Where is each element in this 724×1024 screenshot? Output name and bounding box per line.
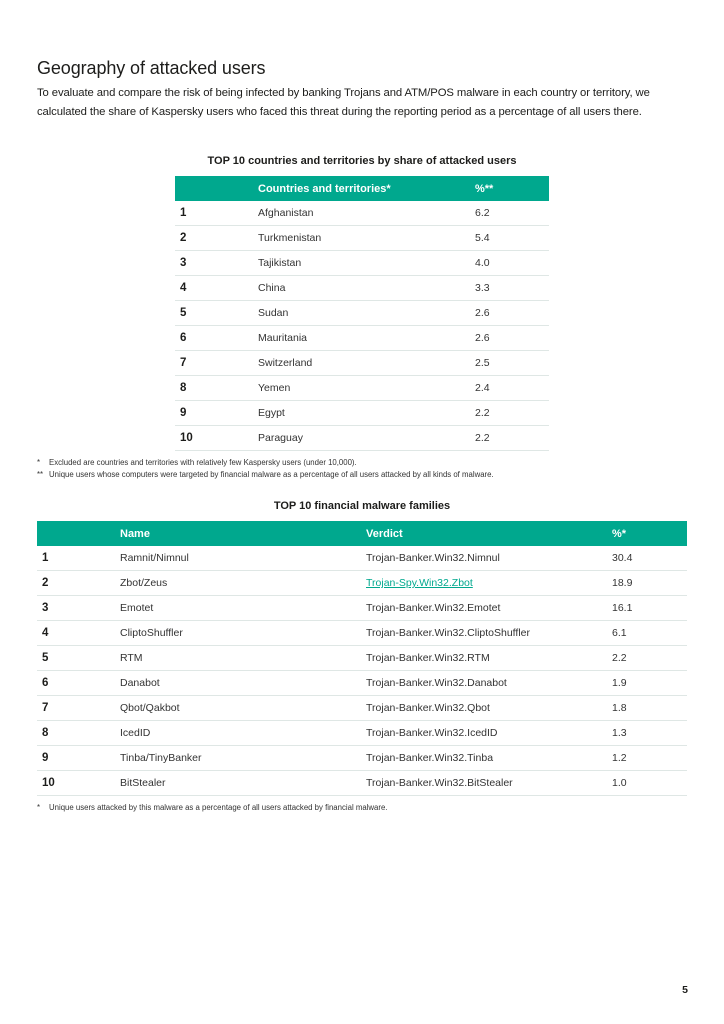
name-cell: RTM	[120, 646, 366, 671]
page-title: Geography of attacked users	[37, 58, 266, 79]
malware-footnote	[37, 802, 387, 814]
percent-cell: 2.4	[475, 376, 549, 401]
rank-cell: 1	[37, 546, 120, 571]
name-cell: IcedID	[120, 721, 366, 746]
percent-cell: 16.1	[612, 596, 687, 621]
table-row	[175, 201, 549, 226]
percent-cell: 4.0	[475, 251, 549, 276]
table-row	[175, 326, 549, 351]
country-cell: Tajikistan	[258, 251, 475, 276]
rank-cell: 10	[37, 771, 120, 796]
country-cell: Sudan	[258, 301, 475, 326]
percent-cell: 6.2	[475, 201, 549, 226]
table-row	[175, 426, 549, 451]
intro-paragraph: To evaluate and compare the risk of being infected by banking Trojans and ATM/POS malware in each country or territory, we calculated the share of Kaspersky users who faced this threat during the reporting period as a percentage of all users there.	[37, 87, 650, 118]
percent-cell: 2.6	[475, 326, 549, 351]
country-header: Countries and territories*	[258, 176, 475, 201]
table-row	[175, 401, 549, 426]
country-cell: Switzerland	[258, 351, 475, 376]
countries-footnote-1	[37, 457, 357, 469]
table-row	[37, 596, 687, 621]
malware-table-header-row	[37, 521, 687, 546]
percent-cell: 1.2	[612, 746, 687, 771]
table-row	[37, 646, 687, 671]
name-cell: Emotet	[120, 596, 366, 621]
footnote-mark: *	[37, 803, 41, 812]
percent-header: %**	[475, 176, 549, 201]
verdict-cell: Trojan-Banker.Win32.IcedID	[366, 721, 612, 746]
table-row	[37, 546, 687, 571]
percent-cell: 1.3	[612, 721, 687, 746]
percent-cell: 1.9	[612, 671, 687, 696]
verdict-cell: Trojan-Banker.Win32.RTM	[366, 646, 612, 671]
countries-table-caption: TOP 10 countries and territories by share of attacked users	[207, 155, 517, 167]
table-row	[175, 276, 549, 301]
name-cell: Ramnit/Nimnul	[120, 546, 366, 571]
name-cell: CliptoShuffler	[120, 621, 366, 646]
rank-cell: 8	[37, 721, 120, 746]
rank-cell: 9	[37, 746, 120, 771]
percent-cell: 18.9	[612, 571, 687, 596]
rank-cell: 4	[175, 276, 258, 301]
rank-cell: 10	[175, 426, 258, 451]
table-row	[37, 771, 687, 796]
footnote-mark: **	[37, 470, 44, 479]
percent-cell: 2.2	[612, 646, 687, 671]
countries-footnote-2	[37, 469, 494, 481]
name-header: Name	[120, 521, 366, 546]
rank-cell: 3	[175, 251, 258, 276]
name-cell: BitStealer	[120, 771, 366, 796]
name-cell: Qbot/Qakbot	[120, 696, 366, 721]
percent-cell: 1.0	[612, 771, 687, 796]
table-row	[175, 301, 549, 326]
rank-cell: 7	[37, 696, 120, 721]
percent-header: %*	[612, 521, 687, 546]
rank-cell: 7	[175, 351, 258, 376]
verdict-cell: Trojan-Banker.Win32.Tinba	[366, 746, 612, 771]
rank-cell: 5	[175, 301, 258, 326]
footnote-mark: *	[37, 458, 41, 467]
rank-cell: 1	[175, 201, 258, 226]
verdict-cell	[366, 571, 612, 596]
percent-cell: 6.1	[612, 621, 687, 646]
percent-cell: 2.2	[475, 401, 549, 426]
table-row	[37, 671, 687, 696]
table-row	[175, 351, 549, 376]
country-cell: Yemen	[258, 376, 475, 401]
rank-header	[37, 521, 120, 546]
percent-cell: 2.5	[475, 351, 549, 376]
table-row	[37, 721, 687, 746]
rank-header	[175, 176, 258, 201]
country-cell: Mauritania	[258, 326, 475, 351]
name-cell: Danabot	[120, 671, 366, 696]
verdict-cell: Trojan-Banker.Win32.BitStealer	[366, 771, 612, 796]
rank-cell: 8	[175, 376, 258, 401]
verdict-cell: Trojan-Banker.Win32.Danabot	[366, 671, 612, 696]
table-row	[175, 251, 549, 276]
rank-cell: 2	[37, 571, 120, 596]
table-row	[37, 621, 687, 646]
verdict-cell: Trojan-Banker.Win32.Nimnul	[366, 546, 612, 571]
percent-cell: 5.4	[475, 226, 549, 251]
verdict-link[interactable]: Trojan-Spy.Win32.Zbot	[366, 577, 473, 589]
rank-cell: 2	[175, 226, 258, 251]
percent-cell: 1.8	[612, 696, 687, 721]
percent-cell: 2.2	[475, 426, 549, 451]
country-cell: Turkmenistan	[258, 226, 475, 251]
footnote-text: Unique users attacked by this malware as a percentage of all users attacked by financial malware.	[49, 803, 388, 812]
table-row	[37, 571, 687, 596]
table-row	[37, 746, 687, 771]
verdict-cell: Trojan-Banker.Win32.CliptoShuffler	[366, 621, 612, 646]
rank-cell: 5	[37, 646, 120, 671]
footnote-text: Excluded are countries and territories with relatively few Kaspersky users (under 10,000).	[49, 458, 357, 467]
malware-table-caption: TOP 10 financial malware families	[273, 500, 451, 512]
percent-cell: 2.6	[475, 301, 549, 326]
verdict-header: Verdict	[366, 521, 612, 546]
rank-cell: 6	[175, 326, 258, 351]
footnote-text: Unique users whose computers were targeted by financial malware as a percentage of all users attacked by all kinds of malware.	[49, 470, 494, 479]
table-row	[175, 376, 549, 401]
table-row	[175, 226, 549, 251]
country-cell: Afghanistan	[258, 201, 475, 226]
percent-cell: 3.3	[475, 276, 549, 301]
countries-table-header-row	[175, 176, 549, 201]
countries-table	[175, 176, 549, 451]
country-cell: Paraguay	[258, 426, 475, 451]
country-cell: Egypt	[258, 401, 475, 426]
name-cell: Zbot/Zeus	[120, 571, 366, 596]
rank-cell: 6	[37, 671, 120, 696]
percent-cell: 30.4	[612, 546, 687, 571]
name-cell: Tinba/TinyBanker	[120, 746, 366, 771]
table-row	[37, 696, 687, 721]
rank-cell: 4	[37, 621, 120, 646]
malware-table	[37, 521, 687, 796]
country-cell: China	[258, 276, 475, 301]
rank-cell: 9	[175, 401, 258, 426]
verdict-cell: Trojan-Banker.Win32.Emotet	[366, 596, 612, 621]
verdict-cell: Trojan-Banker.Win32.Qbot	[366, 696, 612, 721]
rank-cell: 3	[37, 596, 120, 621]
page-number: 5	[682, 984, 688, 996]
